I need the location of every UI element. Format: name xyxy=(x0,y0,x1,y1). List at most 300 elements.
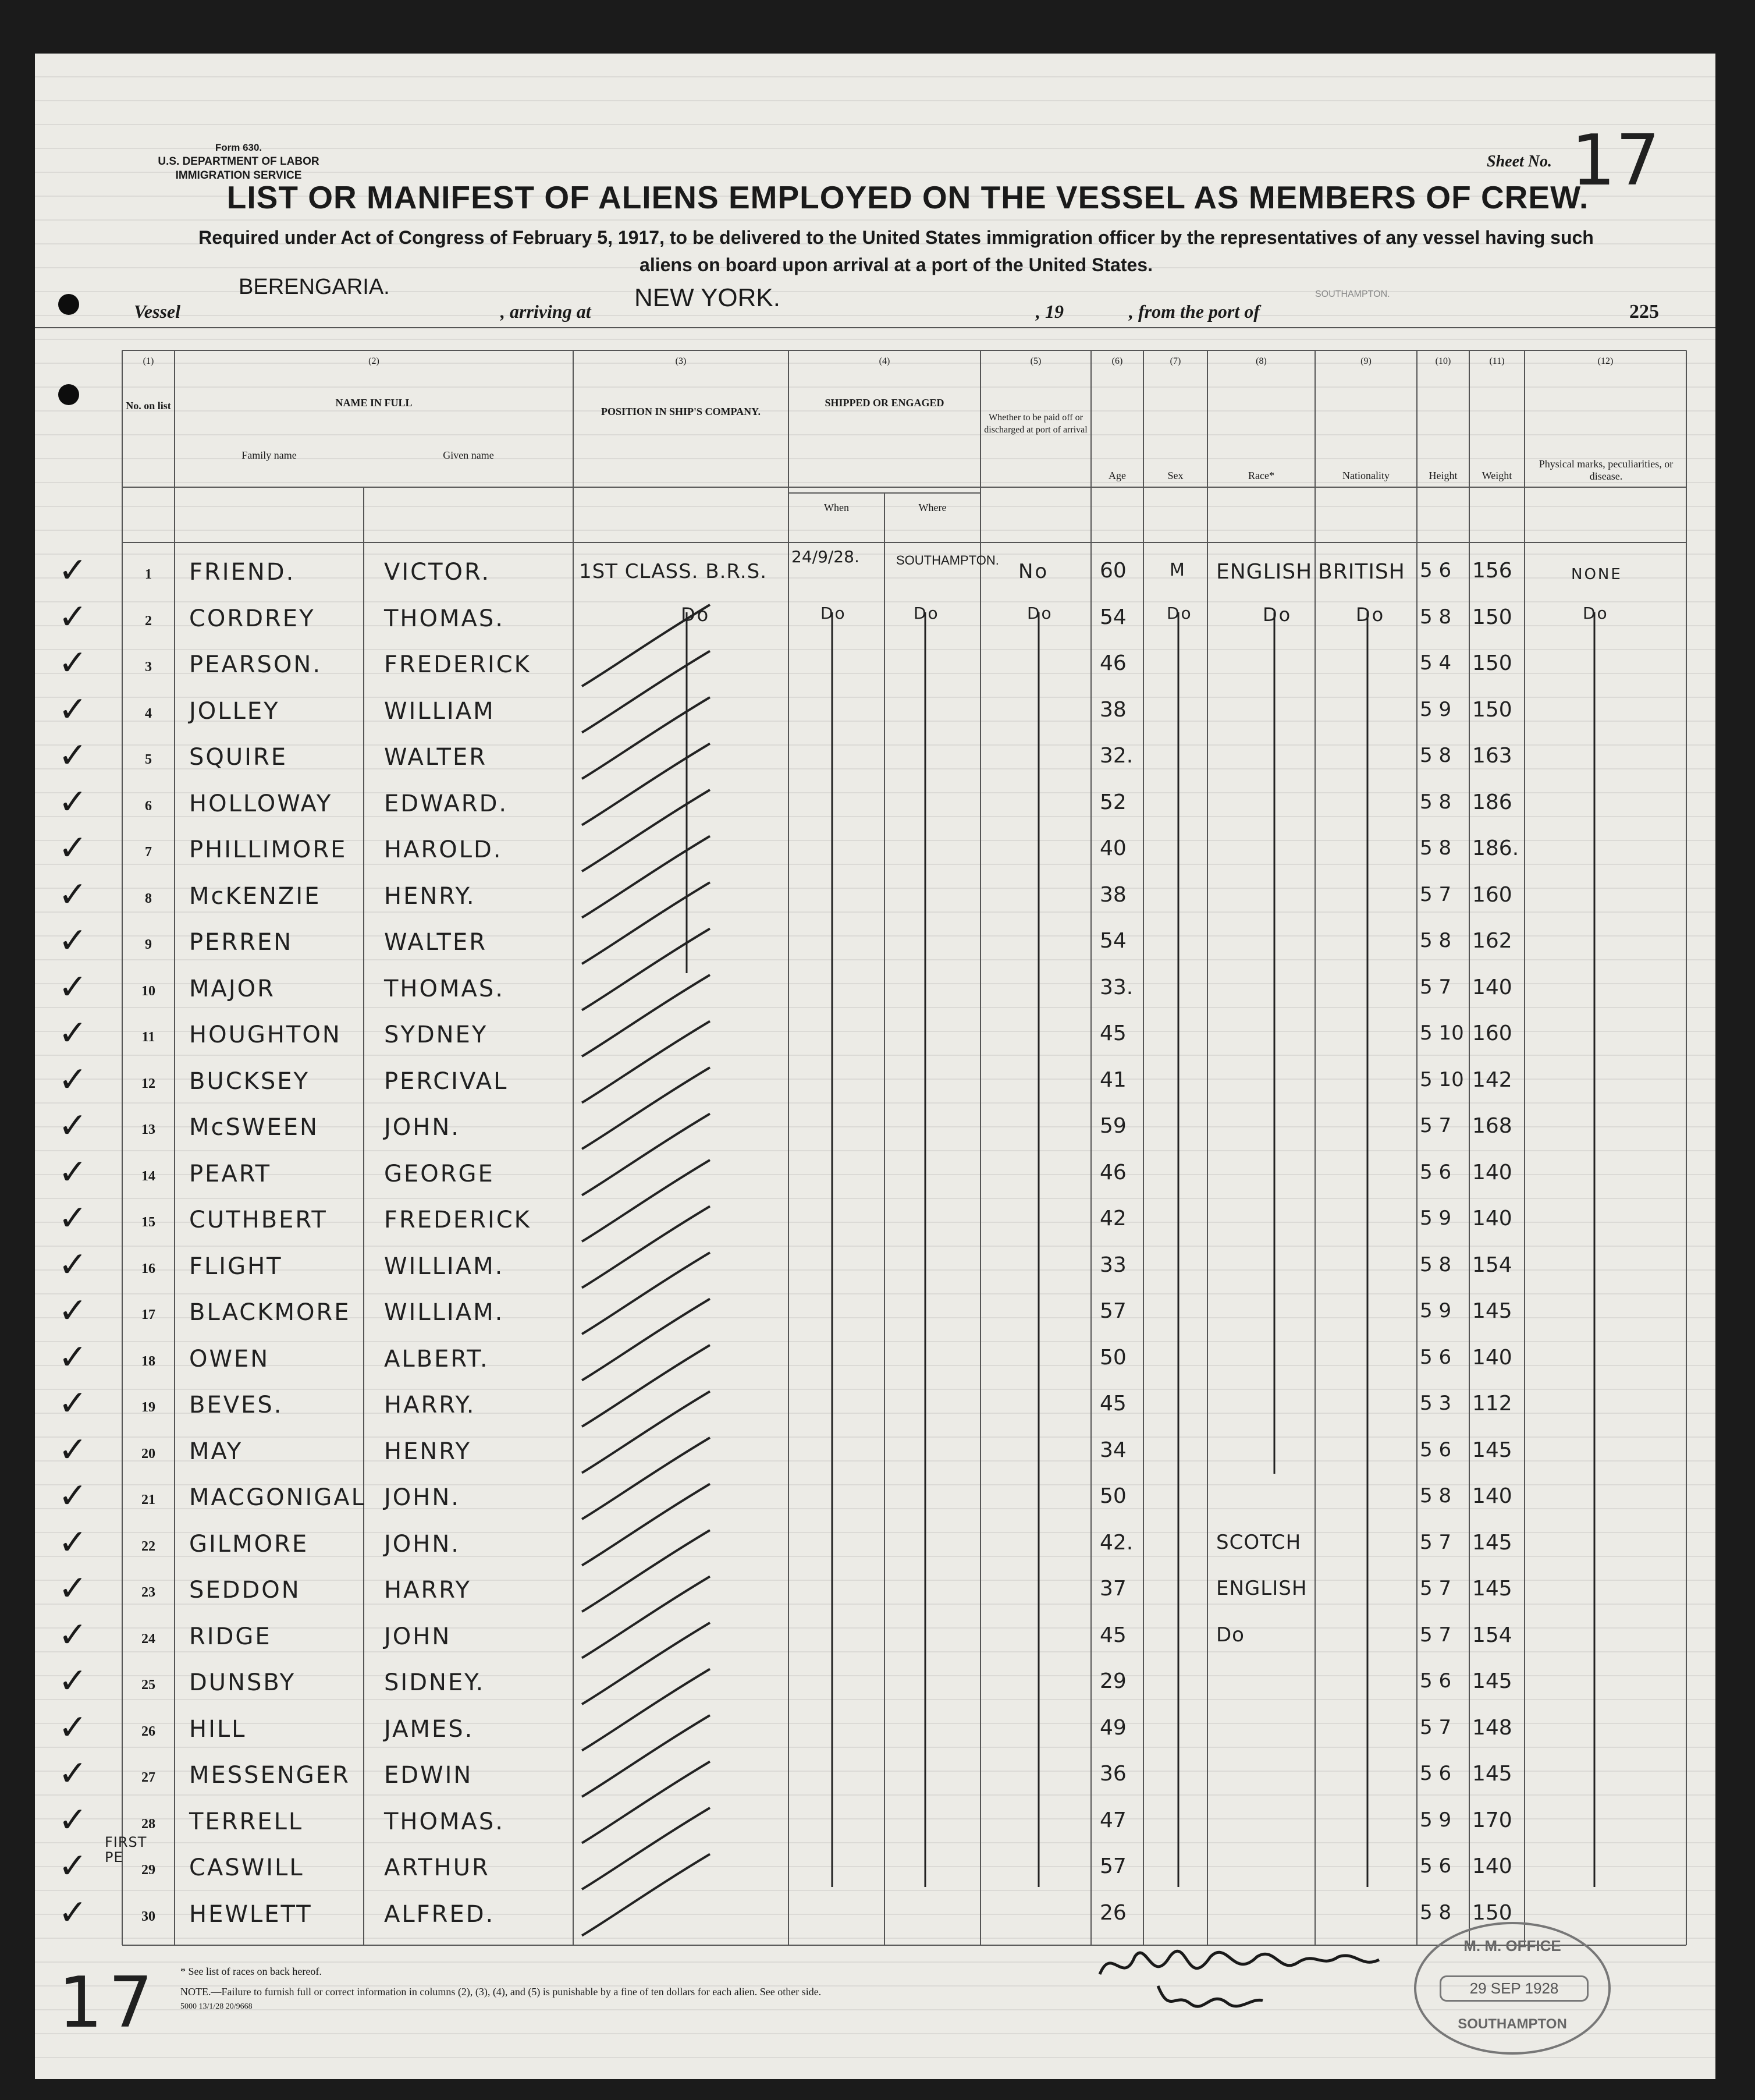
family-name: HOLLOWAY xyxy=(189,790,333,817)
age: 50 xyxy=(1100,1345,1127,1370)
checkmark-icon: ✓ xyxy=(58,1754,88,1793)
height: 5 7 xyxy=(1420,1577,1452,1600)
row-number: 30 xyxy=(141,1909,155,1924)
age: 46 xyxy=(1100,651,1127,675)
header-shipped: SHIPPED OR ENGAGED xyxy=(825,397,944,409)
given-name: JOHN xyxy=(384,1623,452,1650)
checkmark-icon: ✓ xyxy=(58,1569,88,1608)
checkmark-icon: ✓ xyxy=(58,1384,88,1423)
weight: 170 xyxy=(1472,1808,1512,1832)
family-name: CORDREY xyxy=(189,605,315,632)
height: 5 3 xyxy=(1420,1392,1452,1415)
table-row xyxy=(35,1060,1715,1115)
row-number: 13 xyxy=(141,1122,155,1137)
checkmark-icon: ✓ xyxy=(58,1662,88,1700)
header-name-in-full: NAME IN FULL xyxy=(335,397,413,409)
checkmark-icon: ✓ xyxy=(58,1152,88,1191)
table-row xyxy=(35,644,1715,698)
height: 5 10 xyxy=(1420,1021,1464,1045)
checkmark-icon: ✓ xyxy=(58,551,88,590)
table-row xyxy=(35,1384,1715,1438)
row-number: 10 xyxy=(141,983,155,999)
table-row xyxy=(35,1754,1715,1808)
header-physical: Physical marks, peculiarities, or disease. xyxy=(1539,458,1674,482)
checkmark-icon: ✓ xyxy=(58,1615,88,1654)
weight: 145 xyxy=(1472,1762,1512,1786)
height: 5 7 xyxy=(1420,1530,1452,1554)
row1-race: ENGLISH xyxy=(1216,560,1313,584)
table-row xyxy=(35,1245,1715,1300)
checkmark-icon: ✓ xyxy=(58,782,88,821)
family-name: MESSENGER xyxy=(189,1762,350,1789)
weight: 150 xyxy=(1472,1900,1512,1925)
from-port: SOUTHAMPTON. xyxy=(1315,289,1390,299)
manifest-sheet xyxy=(35,54,1715,2079)
checkmark-icon: ✓ xyxy=(58,1106,88,1145)
row-number: 21 xyxy=(141,1492,155,1507)
header-where: Where xyxy=(918,502,947,513)
checkmark-icon: ✓ xyxy=(58,1292,88,1330)
checkmark-icon: ✓ xyxy=(58,1523,88,1562)
sheet-label: Sheet No. xyxy=(1487,152,1552,171)
family-name: SEDDON xyxy=(189,1577,301,1604)
service-label: IMMIGRATION SERVICE xyxy=(175,169,302,182)
given-name: HARRY xyxy=(384,1577,471,1604)
bottom-sheet-number: 17 xyxy=(58,1963,159,2044)
age: 37 xyxy=(1100,1577,1127,1601)
row-number: 2 xyxy=(145,613,152,629)
given-name: THOMAS. xyxy=(384,1808,505,1835)
family-name: DUNSBY xyxy=(189,1669,296,1696)
col-num-7: (7) xyxy=(1170,356,1181,366)
age: 38 xyxy=(1100,882,1127,907)
given-name: EDWARD. xyxy=(384,790,509,817)
table-row xyxy=(35,1338,1715,1392)
age: 57 xyxy=(1100,1854,1127,1878)
age: 45 xyxy=(1100,1392,1127,1416)
row-number: 12 xyxy=(141,1076,155,1091)
header-no-on-list: No. on list xyxy=(126,400,171,412)
row-number: 6 xyxy=(145,798,152,814)
family-name: PHILLIMORE xyxy=(189,836,347,863)
weight: 162 xyxy=(1472,929,1512,953)
table-row xyxy=(35,829,1715,883)
height: 5 8 xyxy=(1420,1253,1452,1276)
header-given-name: Given name xyxy=(443,449,494,461)
weight: 160 xyxy=(1472,1021,1512,1045)
given-name: SYDNEY xyxy=(384,1021,488,1048)
table-row xyxy=(35,690,1715,744)
col-num-4: (4) xyxy=(879,356,890,366)
age: 49 xyxy=(1100,1715,1127,1740)
header-family-name: Family name xyxy=(241,449,297,461)
table-row xyxy=(35,921,1715,975)
age: 45 xyxy=(1100,1021,1127,1045)
header-age: Age xyxy=(1109,470,1126,481)
given-name: ALFRED. xyxy=(384,1900,495,1928)
family-name: BEVES. xyxy=(189,1392,283,1418)
table-row xyxy=(35,1569,1715,1623)
row2-physical-ditto: Do xyxy=(1583,604,1609,623)
given-name: PERCIVAL xyxy=(384,1067,509,1095)
given-name: ARTHUR xyxy=(384,1854,490,1881)
given-name: HENRY xyxy=(384,1438,471,1465)
checkmark-icon: ✓ xyxy=(58,1477,88,1515)
checkmark-icon: ✓ xyxy=(58,875,88,914)
family-name: HOUGHTON xyxy=(189,1021,342,1048)
subtitle-line-1: Required under Act of Congress of February 5, 1917, to be delivered to the United States immigration officer by the representatives of any vessel having such xyxy=(198,227,1594,248)
table-row xyxy=(35,1523,1715,1577)
age: 57 xyxy=(1100,1299,1127,1323)
weight: 150 xyxy=(1472,651,1512,675)
table-row xyxy=(35,1430,1715,1485)
footer-note-fine: NOTE.—Failure to furnish full or correct information in columns (2), (3), (4), and (5) is punishable by a fine of ten dollars for each alien. See other side. xyxy=(180,1986,822,1998)
page-title: LIST OR MANIFEST OF ALIENS EMPLOYED ON THE VESSEL AS MEMBERS OF CREW. xyxy=(226,179,1589,215)
row-number: 20 xyxy=(141,1446,155,1462)
sheet-number: 17 xyxy=(1571,120,1660,201)
family-name: McKENZIE xyxy=(189,882,321,910)
height: 5 7 xyxy=(1420,1114,1452,1137)
height: 5 6 xyxy=(1420,1160,1452,1184)
height: 5 8 xyxy=(1420,1900,1452,1924)
checkmark-icon: ✓ xyxy=(58,1338,88,1377)
checkmark-icon: ✓ xyxy=(58,1199,88,1237)
weight: 150 xyxy=(1472,605,1512,629)
weight: 112 xyxy=(1472,1392,1512,1416)
race: ENGLISH xyxy=(1216,1577,1308,1600)
weight: 145 xyxy=(1472,1438,1512,1462)
given-name: WILLIAM xyxy=(384,697,495,725)
header-nationality: Nationality xyxy=(1342,470,1390,481)
height: 5 6 xyxy=(1420,1438,1452,1462)
family-name: MACGONIGAL xyxy=(189,1484,366,1511)
weight: 140 xyxy=(1472,1484,1512,1508)
family-name: FLIGHT xyxy=(189,1253,283,1280)
vessel-name: BERENGARIA. xyxy=(239,275,390,299)
given-name: WILLIAM. xyxy=(384,1253,505,1280)
height: 5 6 xyxy=(1420,1669,1452,1693)
given-name: THOMAS. xyxy=(384,975,505,1002)
table-row xyxy=(35,1662,1715,1716)
table-row xyxy=(35,1800,1715,1855)
height: 5 8 xyxy=(1420,744,1452,767)
height: 5 10 xyxy=(1420,1067,1464,1091)
height: 5 6 xyxy=(1420,1762,1452,1785)
row-number: 17 xyxy=(141,1307,155,1322)
row-number: 24 xyxy=(141,1631,155,1647)
header-position: POSITION IN SHIP'S COMPANY. xyxy=(601,406,761,417)
checkmark-icon: ✓ xyxy=(58,967,88,1006)
family-name: JOLLEY xyxy=(189,697,280,725)
weight: 148 xyxy=(1472,1715,1512,1740)
col-num-9: (9) xyxy=(1360,356,1372,366)
row-number: 8 xyxy=(145,891,152,906)
age: 47 xyxy=(1100,1808,1127,1832)
height: 5 7 xyxy=(1420,975,1452,999)
col-num-5: (5) xyxy=(1030,356,1042,366)
given-name: HAROLD. xyxy=(384,836,503,863)
row2-sex-ditto: Do xyxy=(1167,604,1193,623)
given-name: FREDERICK xyxy=(384,1207,531,1233)
row1-sex: M xyxy=(1170,560,1186,580)
family-name: CASWILL xyxy=(189,1854,304,1881)
row-number: 14 xyxy=(141,1168,155,1184)
col-num-12: (12) xyxy=(1597,356,1614,366)
table-row xyxy=(35,1615,1715,1670)
row1-physical: NONE xyxy=(1571,566,1622,583)
given-name: WALTER xyxy=(384,929,488,956)
weight: 154 xyxy=(1472,1623,1512,1647)
given-name: HENRY. xyxy=(384,882,476,910)
row-number: 5 xyxy=(145,752,152,767)
family-name: SQUIRE xyxy=(189,744,288,771)
header-race: Race* xyxy=(1248,470,1274,481)
age: 29 xyxy=(1100,1669,1127,1693)
department-label: U.S. DEPARTMENT OF LABOR xyxy=(158,155,319,168)
row-number: 1 xyxy=(145,567,152,582)
arriving-port: NEW YORK. xyxy=(634,283,781,312)
family-name: PEART xyxy=(189,1160,272,1187)
height: 5 4 xyxy=(1420,651,1452,675)
age: 40 xyxy=(1100,836,1127,860)
family-name: PERREN xyxy=(189,929,293,956)
given-name: HARRY. xyxy=(384,1392,476,1418)
row-number: 28 xyxy=(141,1816,155,1832)
height: 5 9 xyxy=(1420,1299,1452,1322)
row2-where-ditto: Do xyxy=(914,604,940,623)
weight: 163 xyxy=(1472,744,1512,768)
given-name: WILLIAM. xyxy=(384,1299,505,1326)
height: 5 9 xyxy=(1420,1207,1452,1230)
age: 59 xyxy=(1100,1114,1127,1138)
row1-paid-off: No xyxy=(1018,560,1049,583)
checkmark-icon: ✓ xyxy=(58,1430,88,1469)
table-row xyxy=(35,1708,1715,1762)
age: 33 xyxy=(1100,1253,1127,1277)
row-number: 3 xyxy=(145,659,152,675)
row-number: 23 xyxy=(141,1585,155,1600)
page-number: 225 xyxy=(1629,301,1659,322)
checkmark-icon: ✓ xyxy=(58,921,88,960)
row-number: 19 xyxy=(141,1400,155,1415)
weight: 145 xyxy=(1472,1577,1512,1601)
age: 50 xyxy=(1100,1484,1127,1508)
family-name: FRIEND. xyxy=(189,559,296,586)
height: 5 9 xyxy=(1420,697,1452,721)
family-name: BLACKMORE xyxy=(189,1299,351,1326)
inspector-signature xyxy=(1088,1934,1414,2021)
punch-hole xyxy=(58,294,79,315)
weight: 145 xyxy=(1472,1299,1512,1323)
weight: 168 xyxy=(1472,1114,1512,1138)
weight: 186. xyxy=(1472,836,1519,860)
family-name: BUCKSEY xyxy=(189,1067,310,1095)
weight: 156 xyxy=(1472,559,1512,583)
table-row xyxy=(35,1152,1715,1207)
weight: 140 xyxy=(1472,975,1512,999)
given-name: WALTER xyxy=(384,744,488,771)
age: 42 xyxy=(1100,1207,1127,1230)
arriving-label: , arriving at xyxy=(500,301,591,322)
table-row xyxy=(35,1477,1715,1531)
row1-when: 24/9/28. xyxy=(791,547,859,566)
row-number: 22 xyxy=(141,1538,155,1554)
given-name: GEORGE xyxy=(384,1160,495,1187)
header-sex: Sex xyxy=(1167,470,1184,481)
checkmark-icon: ✓ xyxy=(58,1708,88,1747)
given-name: ALBERT. xyxy=(384,1345,489,1372)
from-label: , from the port of xyxy=(1129,301,1260,322)
row1-nationality: BRITISH xyxy=(1318,560,1405,584)
row2-paid-off-ditto: Do xyxy=(1027,604,1053,623)
row-number: 7 xyxy=(145,845,152,860)
age: 52 xyxy=(1100,790,1127,814)
checkmark-icon: ✓ xyxy=(58,1060,88,1099)
table-row xyxy=(35,875,1715,930)
col-num-1: (1) xyxy=(143,356,154,366)
given-name: FREDERICK xyxy=(384,651,531,678)
checkmark-icon: ✓ xyxy=(58,829,88,867)
given-name: THOMAS. xyxy=(384,605,505,632)
height: 5 8 xyxy=(1420,929,1452,952)
header-weight: Weight xyxy=(1482,470,1512,481)
weight: 160 xyxy=(1472,882,1512,907)
checkmark-icon: ✓ xyxy=(58,1847,88,1885)
row-number: 4 xyxy=(145,705,152,721)
family-name: CUTHBERT xyxy=(189,1207,328,1233)
age: 32. xyxy=(1100,744,1134,768)
height: 5 9 xyxy=(1420,1808,1452,1832)
table-row xyxy=(35,597,1715,652)
row-number: 25 xyxy=(141,1677,155,1693)
vessel-label: Vessel xyxy=(134,301,180,322)
height: 5 8 xyxy=(1420,605,1452,629)
family-name: HILL xyxy=(189,1715,247,1743)
checkmark-icon: ✓ xyxy=(58,1800,88,1839)
family-name: MAJOR xyxy=(189,975,275,1002)
row2-position-ditto: Do xyxy=(681,604,710,626)
row-number: 16 xyxy=(141,1261,155,1276)
age: 60 xyxy=(1100,559,1127,583)
weight: 140 xyxy=(1472,1207,1512,1230)
subtitle-line-2: aliens on board upon arrival at a port of the United States. xyxy=(640,254,1153,275)
race: Do xyxy=(1216,1623,1245,1647)
height: 5 8 xyxy=(1420,836,1452,860)
row-number: 11 xyxy=(141,1030,155,1045)
header-height: Height xyxy=(1429,470,1458,481)
form-number: Form 630. xyxy=(215,142,262,153)
family-name: PEARSON. xyxy=(189,651,322,678)
height: 5 7 xyxy=(1420,1623,1452,1647)
office-stamp xyxy=(1414,1922,1611,2055)
table-row xyxy=(35,967,1715,1022)
col-num-11: (11) xyxy=(1489,356,1505,366)
weight: 142 xyxy=(1472,1067,1512,1092)
weight: 186 xyxy=(1472,790,1512,814)
age: 33. xyxy=(1100,975,1134,999)
checkmark-icon: ✓ xyxy=(58,1245,88,1284)
given-name: JOHN. xyxy=(384,1530,460,1558)
weight: 140 xyxy=(1472,1854,1512,1878)
height: 5 6 xyxy=(1420,559,1452,582)
given-name: JOHN. xyxy=(384,1484,460,1511)
row2-when-ditto: Do xyxy=(820,604,847,623)
col-num-2: (2) xyxy=(368,356,379,366)
family-name: HEWLETT xyxy=(189,1900,312,1928)
margin-note: FIRST PE xyxy=(105,1834,147,1865)
checkmark-icon: ✓ xyxy=(58,597,88,636)
height: 5 8 xyxy=(1420,790,1452,814)
height: 5 7 xyxy=(1420,882,1452,906)
table-row xyxy=(35,1106,1715,1161)
col-num-8: (8) xyxy=(1256,356,1267,366)
age: 42. xyxy=(1100,1530,1134,1555)
checkmark-icon: ✓ xyxy=(58,690,88,729)
given-name: EDWIN xyxy=(384,1762,473,1789)
weight: 154 xyxy=(1472,1253,1512,1277)
table-row xyxy=(35,1292,1715,1346)
weight: 145 xyxy=(1472,1669,1512,1693)
col-num-10: (10) xyxy=(1435,356,1451,366)
age: 26 xyxy=(1100,1900,1127,1925)
age: 38 xyxy=(1100,697,1127,722)
family-name: RIDGE xyxy=(189,1623,272,1650)
given-name: JOHN. xyxy=(384,1114,460,1141)
stamp-bottom-text: SOUTHAMPTON xyxy=(1458,2016,1567,2032)
family-name: TERRELL xyxy=(189,1808,304,1835)
family-name: MAY xyxy=(189,1438,243,1465)
age: 34 xyxy=(1100,1438,1127,1462)
age: 41 xyxy=(1100,1067,1127,1092)
punch-hole xyxy=(58,384,79,405)
family-name: GILMORE xyxy=(189,1530,309,1558)
row1-position: 1ST CLASS. B.R.S. xyxy=(579,560,768,583)
year-label: , 19 xyxy=(1036,301,1064,322)
weight: 140 xyxy=(1472,1345,1512,1370)
checkmark-icon: ✓ xyxy=(58,644,88,682)
header-paid-off: Whether to be paid off or discharged at port of arrival xyxy=(984,413,1088,435)
table-row xyxy=(35,1199,1715,1253)
row1-where: SOUTHAMPTON. xyxy=(896,553,999,567)
race: SCOTCH xyxy=(1216,1530,1302,1554)
height: 5 8 xyxy=(1420,1484,1452,1507)
age: 54 xyxy=(1100,605,1127,629)
checkmark-icon: ✓ xyxy=(58,1893,88,1932)
table-row xyxy=(35,736,1715,790)
height: 5 7 xyxy=(1420,1715,1452,1739)
row-number: 29 xyxy=(141,1863,155,1878)
age: 45 xyxy=(1100,1623,1127,1647)
table-row xyxy=(35,1014,1715,1068)
checkmark-icon: ✓ xyxy=(58,1014,88,1052)
row2-race-ditto: Do xyxy=(1263,604,1292,626)
weight: 140 xyxy=(1472,1160,1512,1184)
row2-nationality-ditto: Do xyxy=(1356,604,1385,626)
footer-print-code: 5000 13/1/28 20/9668 xyxy=(180,2002,253,2011)
footer-note-races: * See list of races on back hereof. xyxy=(180,1966,322,1977)
height: 5 6 xyxy=(1420,1854,1452,1878)
given-name: SIDNEY. xyxy=(384,1669,485,1696)
weight: 145 xyxy=(1472,1530,1512,1555)
stamp-top-text: M. M. OFFICE xyxy=(1463,1937,1561,1954)
family-name: McSWEEN xyxy=(189,1114,319,1141)
row-number: 9 xyxy=(145,937,152,952)
age: 46 xyxy=(1100,1160,1127,1184)
age: 54 xyxy=(1100,929,1127,953)
row-number: 27 xyxy=(141,1770,155,1785)
stamp-date: 29 SEP 1928 xyxy=(1440,1975,1589,2002)
weight: 150 xyxy=(1472,697,1512,722)
